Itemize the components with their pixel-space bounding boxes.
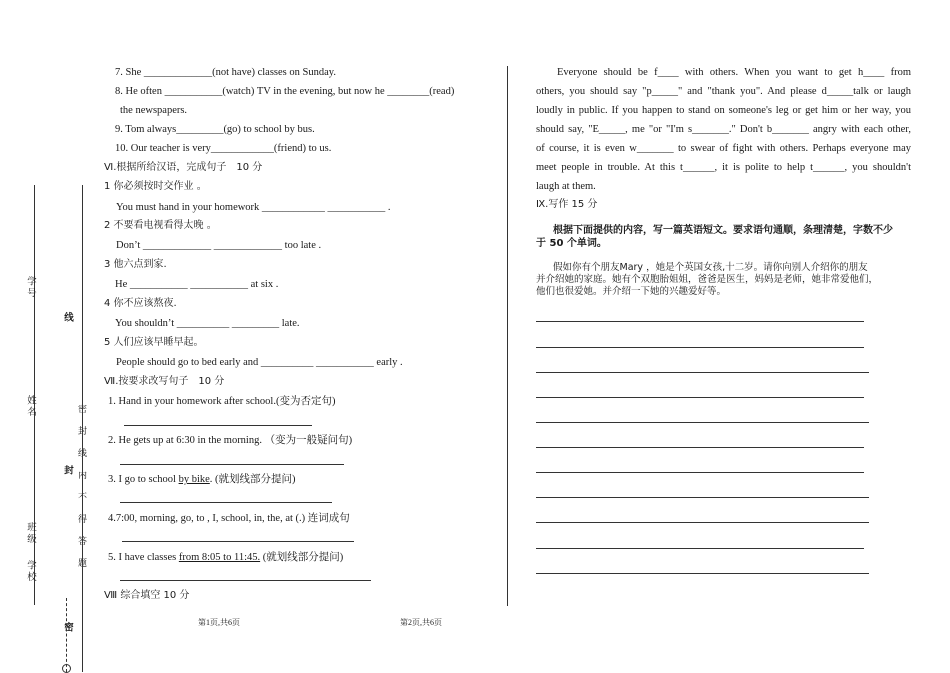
- label-student-number: 学号: [25, 276, 36, 299]
- rewrite-5-text: 5. I have classes: [108, 552, 179, 563]
- writing-instruction-line1: 根据下面提供的内容，写一篇英语短文。要求语句通顺，条理清楚，字数不少: [553, 225, 893, 236]
- rewrite-5-underlined: from 8:05 to 11:45.: [178, 552, 261, 563]
- question-7: 7. She _____________(not have) classes on Sunday.: [115, 67, 336, 78]
- margin-mark-seal: 封: [62, 465, 73, 477]
- rewrite-3: [108, 473, 296, 487]
- rewrite-5-instruction: (就划线部分提问): [260, 552, 344, 563]
- cloze-line-3: loudly in public. If you happen to stand on someone's leg or get him or her way, you: [536, 105, 911, 116]
- margin-dotted-line: [66, 598, 67, 672]
- writing-prompt-line3: 他们也很爱她。并介绍一下她的兴趣爱好等。: [536, 286, 727, 297]
- cloze-line-6: meet people in trouble. At this t______, it is polite to help t______, you shouldn't: [536, 162, 911, 173]
- writing-line-10: [536, 548, 864, 549]
- cloze-line-5: of course, it is even w_______ to swear of fight with others. Perhaps everyone may: [536, 143, 911, 154]
- cloze-line-7: laugh at them.: [536, 181, 596, 192]
- rewrite-4: 4.7:00, morning, go, to , I, school, in, the, at (.) 连词成句: [108, 513, 350, 524]
- writing-line-2: [536, 347, 864, 348]
- cloze-line-1: Everyone should be f____ with others. When you want to get h____ from: [557, 67, 911, 78]
- sentence-5-cn: 5 人们应该早睡早起。: [104, 337, 204, 348]
- sentence-1-en: You must hand in your homework ____________ ___________ .: [116, 202, 391, 213]
- cloze-line-2: others, you should say "p_____" and "thank you". And please d_____talk or laugh: [536, 86, 911, 97]
- seal-notice: 密封线内不得答题: [76, 404, 86, 580]
- rewrite-3-text: 3. I go to school: [108, 474, 179, 485]
- label-school: 学校: [25, 560, 36, 583]
- margin-line-inner: [82, 185, 83, 672]
- section-7-heading: Ⅶ.按要求改写句子 10 分: [104, 376, 225, 387]
- writing-line-9: [536, 522, 869, 523]
- margin-mark-secret: 密: [62, 622, 73, 634]
- section-8-heading: Ⅷ 综合填空 10 分: [104, 590, 190, 601]
- sentence-1-cn: 1 你必须按时交作业 。: [104, 181, 207, 192]
- writing-line-7: [536, 472, 864, 473]
- section-6-heading: Ⅵ.根据所给汉语，完成句子 10 分: [104, 162, 263, 173]
- answer-line-2: [120, 464, 344, 465]
- answer-line-3: [120, 502, 332, 503]
- sentence-5-en: People should go to bed early and __________ ___________ early .: [116, 357, 403, 368]
- sentence-2-cn: 2 不要看电视看得太晚 。: [104, 220, 217, 231]
- rewrite-2: 2. He gets up at 6:30 in the morning. （变为一般疑问句): [108, 435, 353, 446]
- page-footer-left: 第1页,共6页: [198, 618, 240, 627]
- question-10: 10. Our teacher is very____________(friend) to us.: [115, 143, 332, 154]
- writing-line-3: [536, 372, 869, 373]
- writing-prompt-line2: 并介绍她的家庭。她有个双胞胎姐姐，爸爸是医生，妈妈是老师，她非常爱他们，: [536, 274, 879, 285]
- column-divider: [507, 66, 508, 606]
- question-8-line1: 8. He often ___________(watch) TV in the evening, but now he ________(read): [115, 86, 455, 97]
- rewrite-3-underlined: by bike: [178, 474, 210, 485]
- sentence-3-cn: 3 他六点到家.: [104, 259, 167, 270]
- sentence-2-en: Don’t _____________ _____________ too late .: [116, 240, 322, 251]
- rewrite-3-instruction: . (就划线部分提问): [209, 474, 296, 485]
- sentence-4-en: You shouldn’t __________ _________ late.: [115, 318, 300, 329]
- sentence-4-cn: 4 你不应该熬夜.: [104, 298, 177, 309]
- section-9-heading: Ⅸ.写作 15 分: [536, 199, 598, 210]
- sentence-3-en: He ___________ ___________ at six .: [115, 279, 279, 290]
- writing-prompt-line1: 假如你有个朋友Mary ，她是个英国女孩,十二岁。请你向别人介绍你的朋友: [553, 262, 868, 273]
- answer-line-4: [122, 541, 354, 542]
- writing-line-5: [536, 422, 869, 423]
- rewrite-5: [108, 551, 343, 565]
- writing-line-8: [536, 497, 869, 498]
- writing-instruction-line2: 于 50 个单词。: [536, 238, 607, 249]
- writing-line-11: [536, 573, 869, 574]
- label-class: 班级: [25, 522, 36, 545]
- page-footer-right: 第2页,共6页: [400, 618, 442, 627]
- writing-line-6: [536, 447, 864, 448]
- question-8-line2: the newspapers.: [120, 105, 188, 116]
- writing-line-1: [536, 321, 864, 322]
- rewrite-1: 1. Hand in your homework after school.(变为否定句): [108, 396, 336, 407]
- cloze-line-4: should say, "E_____, me "or "I'm s_______." Don't b_______ angry with each other,: [536, 124, 911, 135]
- margin-mark-line: 线: [62, 312, 73, 324]
- label-name: 姓名: [25, 395, 36, 418]
- answer-line-1: [124, 425, 312, 426]
- writing-line-4: [536, 397, 864, 398]
- answer-line-5: [120, 580, 371, 581]
- question-9: 9. Tom always_________(go) to school by bus.: [115, 124, 315, 135]
